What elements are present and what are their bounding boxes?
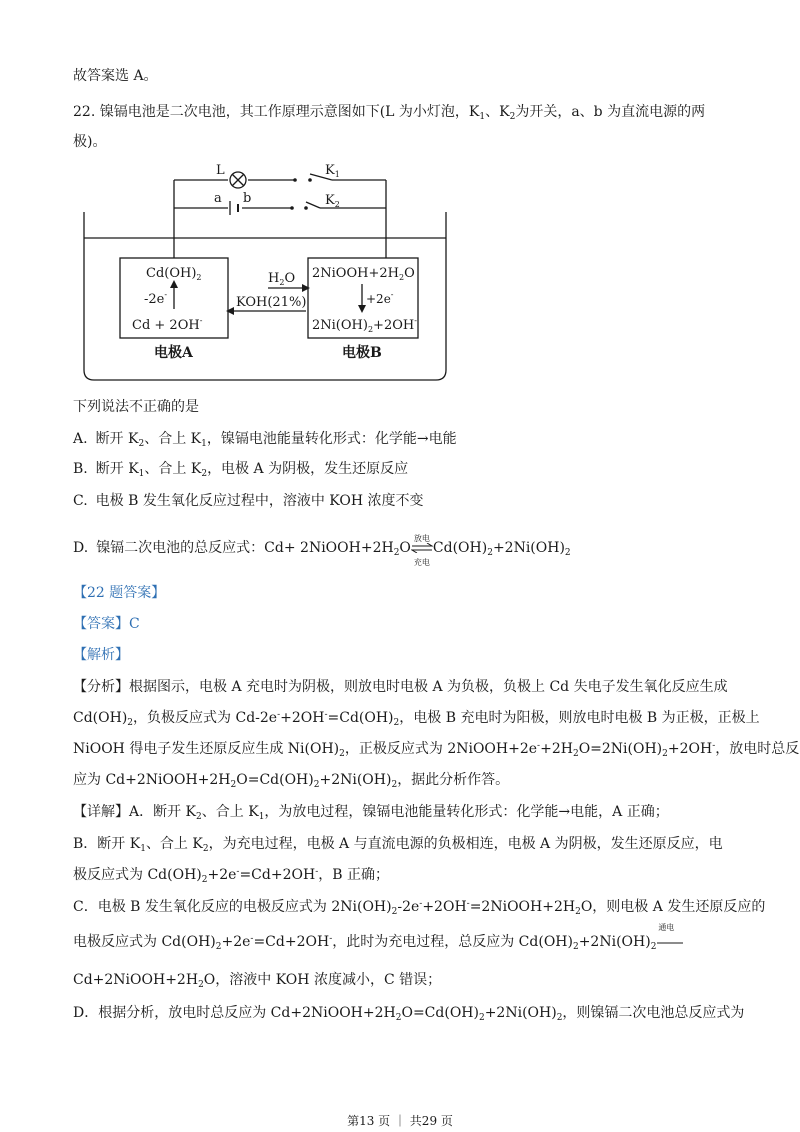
detail-line-3: 极反应式为 $Cd(OH)_2+2e^-=Cd+2OH^-$，B 正确； (73, 867, 389, 885)
equilibrium-arrow-icon: 放电 充电 (413, 534, 430, 567)
option-c[interactable]: C. 电极 B 发生氧化反应过程中，溶液中 KOH 浓度不变 (73, 493, 424, 509)
detail-line-7: D．根据分析，放电时总反应为 $Cd+2NiOOH+2H_2O=Cd(OH)_2+2Ni(OH)_2$，则镍镉二次电池总反应式为 (73, 1005, 745, 1023)
electrolysis-arrow-icon: 通电 (658, 923, 675, 932)
lamp-label: L (216, 163, 225, 178)
question-22-stem: 22. 镍镉电池是二次电池，其工作原理示意图如下(L 为小灯泡，$K_1$、$K_2$为开关，a、b 为直流电源的两 (73, 104, 706, 122)
svg-text:Cd(OH)2: $Cd(OH)_2$ (146, 266, 202, 282)
analysis-line-4: 应为 $Cd+2NiOOH+2H_2O=Cd(OH)_2+2Ni(OH)_2$，据此分析作答。 (73, 772, 510, 790)
analysis-line-2: $Cd(OH)_2$，负极反应式为 $Cd-2e^-+2OH^-=Cd(OH)_2$，电极 B 充电时为阳极，则放电时电极 B 为正极，正极上 (73, 710, 760, 728)
detail-line-4: C．电极 B 发生氧化反应的电极反应式为 $2Ni(OH)_2-2e^-+2OH^-=2NiOOH+2H_2O$，则电极 A 发生还原反应的 (73, 899, 766, 917)
detail-line-1: 【详解】A．断开 $K_2$、合上 $K_1$，为放电过程，镍镉电池能量转化形式：化学能→电能，A 正确； (73, 804, 669, 822)
detail-line-2: B．断开 $K_1$、合上 $K_2$，为充电过程，电极 A 与直流电源的负极相连，电极 A 为阴极，发生还原反应，电 (73, 836, 723, 854)
electrode-a-label: 电极A (154, 345, 193, 361)
answer-line: 【答案】C (73, 616, 140, 632)
svg-text:+2e-: +2e- (366, 290, 394, 306)
analysis-header: 【解析】 (73, 647, 129, 663)
option-b[interactable]: B. 断开 $K_1$、合上 $K_2$，电极 A 为阴极，发生还原反应 (73, 461, 409, 479)
analysis-line-1: 【分析】根据图示，电极 A 充电时为阴极，则放电时电极 A 为负极，负极上 Cd 失电子发生氧化反应生成 (73, 679, 728, 695)
terminal-a-label: a (214, 191, 222, 206)
page-footer: 第13 页 ｜ 共29 页 (347, 1114, 453, 1128)
terminal-b-label: b (243, 191, 252, 206)
question-prompt: 下列说法不正确的是 (73, 399, 199, 415)
electrode-b-label: 电极B (342, 345, 382, 361)
svg-text:Cd + 2OH-: Cd + 2OH- (132, 316, 203, 333)
svg-text:H2O: $H_2O$ (268, 271, 296, 287)
option-d[interactable]: D. 镍镉二次电池的总反应式：$Cd+ 2NiOOH+2H_2O$ 放电 充电 $Cd(OH)_2+2Ni(OH)_2$ (73, 534, 571, 567)
intro-text: 故答案选 A。 (73, 68, 158, 84)
analysis-line-3: NiOOH 得电子发生还原反应生成 $Ni(OH)_2$，正极反应式为 $2NiOOH+2e^-+2H_2O=2Ni(OH)_2+2OH^-$，放电时总反 (73, 741, 800, 759)
svg-text:K1: $K_1$ (325, 163, 340, 179)
answer-header: 【22 题答案】 (73, 585, 166, 601)
svg-text:K2: $K_2$ (325, 193, 340, 209)
option-a[interactable]: A. 断开 $K_2$、合上 $K_1$，镍镉电池能量转化形式：化学能→电能 (73, 431, 457, 449)
detail-line-6: $Cd+2NiOOH+2H_2O$，溶液中 KOH 浓度减小，C 错误； (73, 972, 442, 990)
nickel-cadmium-cell-diagram (80, 160, 450, 385)
svg-text:L (216, 163, 225, 178)
svg-text:2Ni(OH)2+2OH-: $2Ni(OH)_2+2OH^-$ (312, 316, 417, 334)
svg-text:2NiOOH+2H2O: $2NiOOH+2H_2O$ (312, 266, 415, 282)
detail-line-5: 电极反应式为 $Cd(OH)_2+2e^-=Cd+2OH^-$，此时为充电过程，总反应为 $Cd(OH)_2+2Ni(OH)_2$ 通电 (73, 932, 684, 952)
svg-text:KOH(21%): KOH(21%) (236, 295, 307, 310)
svg-text:-2e-: -2e- (144, 290, 168, 307)
question-22-stem-cont: 极)。 (73, 134, 107, 150)
